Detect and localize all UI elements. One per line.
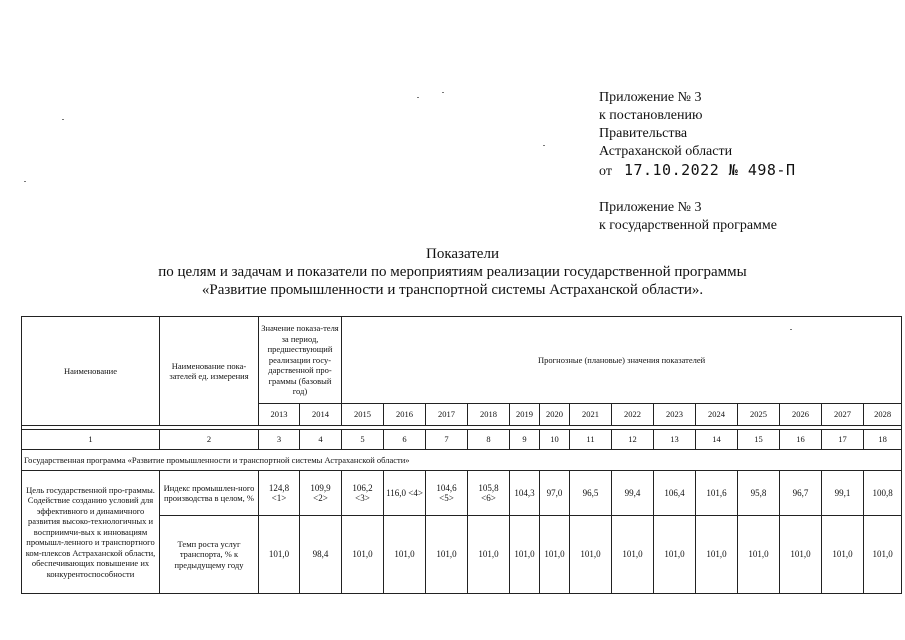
year-cell: 2015 — [342, 404, 384, 426]
year-cell: 2022 — [612, 404, 654, 426]
value-cell: 106,4 — [654, 471, 696, 516]
value-cell: 116,0 <4> — [384, 471, 426, 516]
value-cell: 96,7 — [780, 471, 822, 516]
order-date-number: 17.10.2022 № 498-П — [623, 161, 796, 179]
title-line-3: «Развитие промышленности и транспортной системы Астраханской области». — [201, 282, 704, 298]
value-cell: 101,0 — [696, 516, 738, 594]
col-number: 8 — [468, 430, 510, 450]
year-cell: 2026 — [780, 404, 822, 426]
header-row — [22, 317, 902, 404]
document-title — [0, 245, 905, 299]
value-cell: 96,5 — [570, 471, 612, 516]
value-cell: 101,0 — [384, 516, 426, 594]
indicator-cell: Темп роста услуг транспорта, % к предыдущему году — [160, 516, 259, 594]
col-number: 6 — [384, 430, 426, 450]
header-indicator: Наименование пока-зателей ед. измерения — [160, 317, 259, 426]
value-cell: 99,4 — [612, 471, 654, 516]
year-cell: 2013 — [259, 404, 300, 426]
header-base-period: Значение показа-теля за период, предшествующий реализации госу-дарственной про-граммы (базовый год) — [259, 317, 342, 404]
value-cell: 101,0 — [510, 516, 540, 594]
col-number: 10 — [540, 430, 570, 450]
value-cell: 101,0 — [612, 516, 654, 594]
year-cell: 2024 — [696, 404, 738, 426]
value-cell: 99,1 — [822, 471, 864, 516]
appendix-region: Астраханской области — [599, 144, 733, 159]
col-number: 1 — [22, 430, 160, 450]
value-cell: 101,0 — [738, 516, 780, 594]
col-number: 7 — [426, 430, 468, 450]
col-number: 4 — [300, 430, 342, 450]
year-cell: 2025 — [738, 404, 780, 426]
appendix-government: Правительства — [599, 126, 688, 141]
appendix-order — [599, 161, 796, 181]
value-cell: 101,0 — [822, 516, 864, 594]
year-cell: 2023 — [654, 404, 696, 426]
scan-speck — [417, 97, 419, 98]
year-cell: 2017 — [426, 404, 468, 426]
title-line-1: Показатели — [426, 246, 499, 262]
value-cell: 105,8 <6> — [468, 471, 510, 516]
year-cell: 2028 — [864, 404, 902, 426]
value-cell: 106,2 <3> — [342, 471, 384, 516]
appendix-header — [599, 89, 796, 235]
scan-speck — [543, 145, 545, 146]
value-cell: 101,0 — [780, 516, 822, 594]
year-cell: 2018 — [468, 404, 510, 426]
col-number: 12 — [612, 430, 654, 450]
value-cell: 104,6 <5> — [426, 471, 468, 516]
value-cell: 101,0 — [654, 516, 696, 594]
year-cell: 2016 — [384, 404, 426, 426]
value-cell: 101,0 — [259, 516, 300, 594]
appendix-label-program: Приложение № 3 — [599, 200, 702, 215]
scan-speck — [790, 329, 792, 330]
value-cell: 97,0 — [540, 471, 570, 516]
value-cell: 101,0 — [342, 516, 384, 594]
order-prefix: от — [599, 164, 612, 179]
header-forecast: Прогнозные (плановые) значения показателей — [342, 317, 902, 404]
value-cell: 101,0 — [570, 516, 612, 594]
value-cell: 104,3 — [510, 471, 540, 516]
year-cell: 2020 — [540, 404, 570, 426]
value-cell: 109,9 <2> — [300, 471, 342, 516]
value-cell: 101,0 — [540, 516, 570, 594]
col-number: 13 — [654, 430, 696, 450]
year-cell: 2027 — [822, 404, 864, 426]
value-cell: 124,8 <1> — [259, 471, 300, 516]
appendix-to-resolution: к постановлению — [599, 108, 703, 123]
year-cell: 2019 — [510, 404, 540, 426]
indicators-table — [21, 316, 902, 594]
section-title: Государственная программа «Развитие промышленности и транспортной системы Астраханской области» — [22, 450, 902, 471]
year-cell: 2021 — [570, 404, 612, 426]
value-cell: 101,0 — [426, 516, 468, 594]
value-cell: 100,8 — [864, 471, 902, 516]
value-cell: 101,0 — [468, 516, 510, 594]
col-number: 16 — [780, 430, 822, 450]
appendix-label: Приложение № 3 — [599, 90, 702, 105]
col-number: 15 — [738, 430, 780, 450]
goal-cell: Цель государственной про-граммы. Содействие созданию условий для эффективного и динамичного развития высоко-технологичных и восприимчи-вых к инновациям промышл-ленного и транспортного ком-плексов Астраханской области, обеспечивающих повышение их конкурентоспособности — [22, 471, 160, 594]
col-number: 17 — [822, 430, 864, 450]
value-cell: 98,4 — [300, 516, 342, 594]
value-cell: 101,0 — [864, 516, 902, 594]
appendix-to-program: к государственной программе — [599, 218, 777, 233]
header-name: Наименование — [22, 317, 160, 426]
scan-speck — [62, 119, 64, 120]
scan-speck — [442, 92, 444, 93]
scan-speck — [24, 181, 26, 182]
indicator-cell: Индекс промышлен-ного производства в целом, % — [160, 471, 259, 516]
col-number: 18 — [864, 430, 902, 450]
value-cell: 95,8 — [738, 471, 780, 516]
column-numbers-row — [22, 430, 902, 450]
col-number: 14 — [696, 430, 738, 450]
col-number: 3 — [259, 430, 300, 450]
title-line-2: по целям и задачам и показатели по мероприятиям реализации государственной программы — [158, 264, 747, 280]
section-row — [22, 450, 902, 471]
col-number: 2 — [160, 430, 259, 450]
col-number: 5 — [342, 430, 384, 450]
col-number: 11 — [570, 430, 612, 450]
table-row — [22, 471, 902, 516]
year-cell: 2014 — [300, 404, 342, 426]
value-cell: 101,6 — [696, 471, 738, 516]
col-number: 9 — [510, 430, 540, 450]
